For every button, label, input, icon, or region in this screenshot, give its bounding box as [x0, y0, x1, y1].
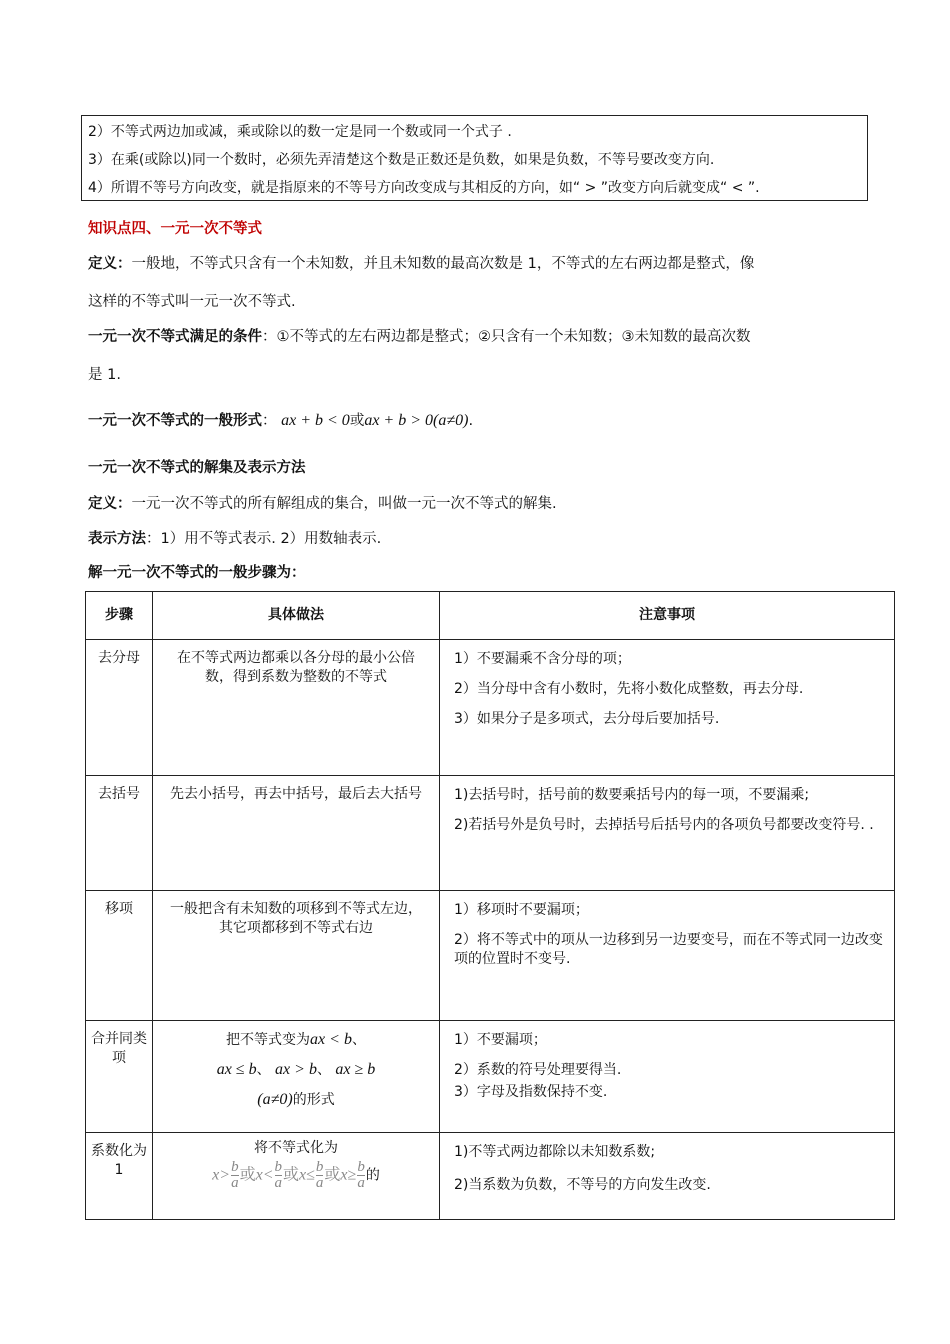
definition-label: 定义： — [88, 256, 132, 272]
method-sep-3: 、 — [316, 1062, 331, 1078]
fraction: $\frac{b}{a}$ — [274, 1159, 282, 1191]
method-end: 的 — [365, 1167, 380, 1184]
solution-definition — [88, 492, 557, 513]
table-row — [86, 891, 895, 1021]
method-cell: 一般把含有未知数的项移到不等式左边，其它项都移到不等式右边 — [153, 891, 440, 1021]
notes-cell — [440, 1021, 895, 1133]
method-sep-1: 、 — [351, 1032, 366, 1048]
header-method: 具体做法 — [153, 592, 440, 640]
definition-line2: 这样的不等式叫一元一次不等式. — [88, 294, 296, 310]
note-item: 3）字母及指数保持不变. — [454, 1084, 608, 1100]
step-cell: 合并同类项 — [86, 1021, 153, 1133]
solution-def-text: 一元一次不等式的所有解组成的集合，叫做一元一次不等式的解集. — [131, 496, 557, 512]
conditions-text1: ：①不等式的左右两边都是整式；②只含有一个未知数；③未知数的最高次数 — [262, 329, 751, 345]
header-notes: 注意事项 — [440, 592, 895, 640]
op-ge: ≥ — [347, 1166, 357, 1184]
general-form-end: . — [468, 413, 474, 429]
method-formula-1: ax < b — [310, 1031, 352, 1048]
general-form-colon: ： — [262, 413, 277, 429]
conditions-line2: 是 1. — [88, 367, 121, 383]
var-x: x — [340, 1166, 348, 1184]
fraction: $\frac{b}{a}$ — [231, 1159, 239, 1191]
fraction: $\frac{b}{a}$ — [315, 1159, 324, 1191]
conditions-label: 一元一次不等式满足的条件 — [88, 329, 262, 345]
method-formula-4: ax ≥ b — [335, 1061, 376, 1078]
steps-title: 解一元一次不等式的一般步骤为： — [88, 565, 306, 581]
method-cell — [153, 1021, 440, 1133]
rule-4: 4）所谓不等号方向改变，就是指原来的不等号方向改变成与其相反的方向，如“ > ”改变方向后就变成“ < ”. — [88, 180, 760, 196]
method-expression — [157, 1160, 435, 1191]
method-cell: 在不等式两边都乘以各分母的最小公倍数，得到系数为整数的不等式 — [153, 640, 440, 776]
general-form-cond: (a≠0) — [433, 412, 469, 429]
note-item: 3）如果分子是多项式，去分母后要加括号. — [454, 711, 720, 727]
note-item: 1）移项时不要漏项； — [454, 902, 589, 918]
var-x: x — [255, 1166, 263, 1184]
method-end: 的形式 — [292, 1092, 335, 1108]
step-cell: 系数化为 1 — [86, 1133, 153, 1220]
op-gt: > — [219, 1166, 231, 1184]
method-intro: 将不等式化为 — [254, 1140, 338, 1156]
method-line1 — [167, 1025, 425, 1055]
method-cell — [153, 1133, 440, 1220]
step-cell: 去括号 — [86, 776, 153, 891]
general-form — [88, 409, 473, 430]
or-2: 或 — [283, 1166, 300, 1184]
table-header-row — [86, 592, 895, 640]
method-cond: (a≠0) — [257, 1091, 293, 1108]
note-item: 1)不等式两边都除以未知数系数; — [454, 1144, 656, 1160]
table-row — [86, 1021, 895, 1133]
representation-text: ：1）用不等式表示. 2）用数轴表示. — [146, 531, 382, 547]
header-step: 步骤 — [86, 592, 153, 640]
method-formula-2: ax ≤ b — [216, 1061, 257, 1078]
general-form-or: 或 — [349, 413, 365, 429]
method-line3 — [167, 1085, 425, 1115]
general-form-formula-a: ax + b < 0 — [281, 412, 350, 429]
or-1: 或 — [239, 1166, 256, 1184]
notes-cell — [440, 1133, 895, 1220]
solution-set-title: 一元一次不等式的解集及表示方法 — [88, 460, 306, 476]
note-item: 2）系数的符号处理要得当. — [454, 1062, 622, 1078]
method-cell: 先去小括号，再去中括号，最后去大括号 — [153, 776, 440, 891]
conditions-line1 — [88, 325, 751, 346]
rule-2: 2）不等式两边加或减，乘或除以的数一定是同一个数或同一个式子 . — [88, 124, 512, 140]
table-row — [86, 1133, 895, 1220]
note-item: 2)若括号外是负号时，去掉括号后括号内的各项负号都要改变符号. . — [454, 817, 874, 833]
method-formula-3: ax > b — [275, 1061, 317, 1078]
notes-cell — [440, 640, 895, 776]
var-x: x — [212, 1166, 220, 1184]
definition-text1: 一般地，不等式只含有一个未知数，并且未知数的最高次数是 1，不等式的左右两边都是整式，像 — [131, 256, 755, 272]
note-item: 2）当分母中含有小数时，先将小数化成整数，再去分母. — [454, 681, 804, 697]
table-row — [86, 776, 895, 891]
step-cell: 去分母 — [86, 640, 153, 776]
general-form-label: 一元一次不等式的一般形式 — [88, 413, 262, 429]
op-lt: < — [262, 1166, 274, 1184]
note-item: 1)去括号时，括号前的数要乘括号内的每一项，不要漏乘; — [454, 787, 810, 803]
fraction: $\frac{b}{a}$ — [357, 1159, 365, 1191]
method-line2 — [167, 1055, 425, 1085]
method-sep-2: 、 — [256, 1062, 271, 1078]
table-row — [86, 640, 895, 776]
notes-cell — [440, 776, 895, 891]
note-item: 2)当系数为负数，不等号的方向发生改变. — [454, 1177, 711, 1193]
rules-box — [81, 115, 868, 201]
or-3: 或 — [324, 1166, 341, 1184]
note-item: 2）将不等式中的项从一边移到另一边要变号，而在不等式同一边改变项的位置时不变号. — [454, 932, 883, 967]
method-intro: 把不等式变为 — [226, 1032, 311, 1048]
var-x: x — [299, 1166, 307, 1184]
notes-cell — [440, 891, 895, 1021]
section-title: 知识点四、一元一次不等式 — [88, 221, 262, 237]
rule-3: 3）在乘(或除以)同一个数时，必须先弄清楚这个数是正数还是负数，如果是负数，不等号要改变方向. — [88, 152, 715, 168]
note-item: 1）不要漏项； — [454, 1032, 547, 1048]
representation — [88, 527, 381, 548]
step-cell: 移项 — [86, 891, 153, 1021]
op-le: ≤ — [306, 1166, 315, 1184]
definition-line1 — [88, 252, 754, 273]
representation-label: 表示方法 — [88, 531, 146, 547]
steps-table — [85, 591, 895, 1220]
general-form-formula-b: ax + b > 0 — [364, 412, 434, 429]
solution-def-label: 定义： — [88, 496, 132, 512]
note-item: 1）不要漏乘不含分母的项； — [454, 651, 631, 667]
